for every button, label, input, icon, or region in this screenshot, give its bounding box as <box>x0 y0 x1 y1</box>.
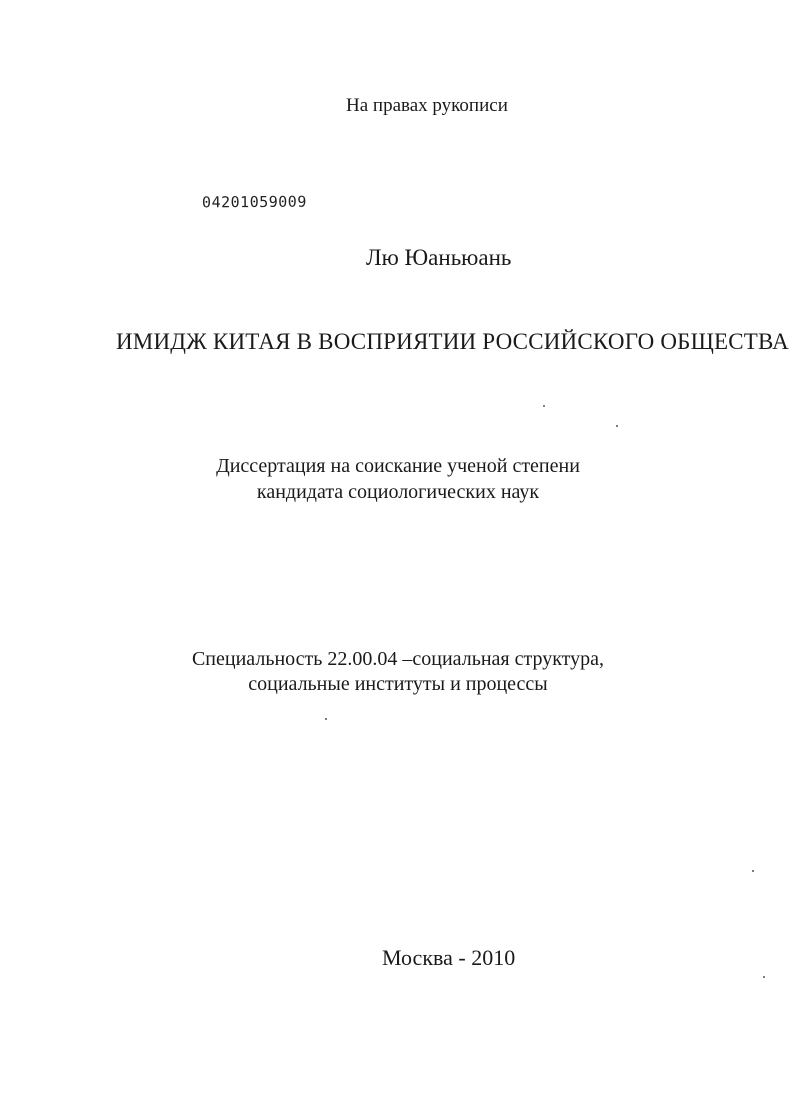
scan-speck <box>325 718 327 720</box>
scan-speck <box>543 405 545 407</box>
city-year: Москва - 2010 <box>382 945 516 970</box>
registry-stamp: 04201059009 <box>201 192 307 212</box>
dissertation-title: ИМИДЖ КИТАЯ В ВОСПРИЯТИИ РОССИЙСКОГО ОБЩЕСТВА <box>116 329 789 354</box>
author-name: Лю Юаньюань <box>366 245 512 270</box>
specialty-line-2: социальные институты и процессы <box>248 673 548 695</box>
scan-speck <box>616 425 618 427</box>
degree-line-2: кандидата социологических наук <box>256 481 540 503</box>
rights-notice: На правах рукописи <box>346 95 508 116</box>
scan-speck <box>752 870 754 872</box>
degree-line-1: Диссертация на соискание ученой степени <box>216 455 580 477</box>
scan-speck <box>763 976 765 978</box>
specialty-line-1: Специальность 22.00.04 –социальная структура, <box>191 648 605 670</box>
